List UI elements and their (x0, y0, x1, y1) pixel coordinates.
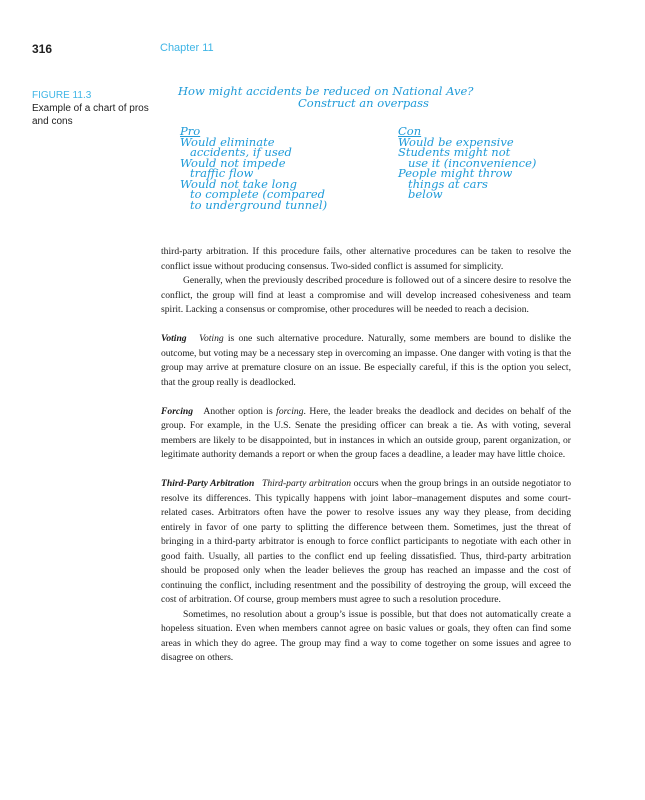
page-header (32, 42, 612, 62)
term-third-party: Third-party arbitration (261, 478, 352, 489)
forcing-text: . Here, the leader breaks the deadlock and decides on behalf of the group. For example, in the U.S. Senate the presiding officer can break a tie. As with voting, several members are likely to be disappointed, but in instances in which an outside group, parent organization, or legitimate authority demands a report or when the group faces a deadline, a leader may have little choice. (161, 405, 571, 460)
run-in-head-third-party: Third-Party Arbitration (161, 478, 255, 489)
paragraph-final: Sometimes, no resolution about a group’s issue is possible, but that does not automatically create a hopeless situation. Even when members cannot agree on basic values or goals, they often can find some areas in which they do agree. The group may find a way to come together on some issues and agree to disagree on others. (161, 608, 571, 663)
page-number: 316 (32, 42, 53, 56)
cons-line: People might throw (398, 166, 513, 180)
cons-column (398, 126, 536, 200)
cons-line: Would be expensive (398, 134, 514, 149)
figure-caption (32, 89, 162, 128)
pros-heading: Pro (180, 124, 201, 138)
pros-line: Would not impede (180, 155, 286, 170)
pros-column (180, 126, 327, 210)
pros-line: Would not take long (180, 176, 297, 191)
cons-line: below (408, 187, 443, 201)
run-in-head-forcing: Forcing (161, 405, 193, 417)
chart-question: How might accidents be reduced on National Ave? (178, 84, 474, 98)
chart-title (178, 86, 473, 108)
paragraph-third-party (161, 477, 571, 608)
forcing-pre: Another option is (203, 405, 277, 417)
term-forcing: forcing (276, 405, 304, 417)
pros-cons-chart (150, 84, 610, 244)
voting-text: is one such alternative procedure. Naturally, some members are bound to dislike the outcome, but voting may be a necessary step in overcoming an impasse. One danger with voting is that the group may arrive at premature closure on an issue. Be especially careful, if this is the option you select, that the group really is deadlocked. (161, 333, 571, 388)
cons-line: use it (inconvenience) (408, 155, 537, 170)
chapter-label: Chapter 11 (160, 42, 214, 54)
paragraph-voting (161, 332, 571, 390)
figure-caption-text: Example of a chart of pros and cons (32, 103, 149, 127)
paragraph-continued: third-party arbitration. If this procedure fails, other alternative procedures can be taken to resolve the conflict issue without producing consensus. Two-sided conflict is assumed for simplicity. (161, 246, 571, 272)
pros-line: to underground tunnel) (190, 197, 328, 212)
paragraph-generally: Generally, when the previously described procedure is followed out of a sincere desire to resolve the conflict, the group will find at least a compromise and will develop increased cohesiveness and team spirit. Lacking a consensus or compromise, other procedures will be needed to reach a decision. (161, 275, 571, 315)
pros-line: Would eliminate (180, 134, 275, 149)
run-in-head-voting: Voting (161, 333, 187, 344)
third-party-text: occurs when the group brings in an outside negotiator to resolve its differences. This typically happens with joint labor–management disputes and some court-related cases. Arbitrators often have the power to resolve issues any way they please, from deciding entirely in favor of one party to splitting the difference between them. Sometimes, just the threat of bringing in a third-party arbitrator is enough to force conflict participants to negotiate with each other in good faith. Usually, all parties to the conflict end up feeling dissatisfied. Thus, third-party arbitration should be proposed only when the leader believes the group has reached an impasse and the cost of continuing the conflict, including resentment and the possibility of destroying the group, will exceed the cost of arbitration. Of course, group members must agree to such a resolution procedure. (161, 478, 571, 605)
pros-line: to complete (compared (190, 187, 326, 201)
body-text (161, 245, 571, 666)
cons-line: things at cars (408, 176, 488, 191)
figure-label: FIGURE 11.3 (32, 90, 92, 101)
cons-heading: Con (398, 124, 422, 138)
paragraph-forcing (161, 405, 571, 463)
chart-proposal: Construct an overpass (298, 95, 429, 110)
term-voting: Voting (199, 333, 224, 344)
pros-line: traffic flow (190, 166, 254, 180)
pros-line: accidents, if used (190, 145, 292, 159)
cons-line: Students might not (398, 145, 511, 159)
